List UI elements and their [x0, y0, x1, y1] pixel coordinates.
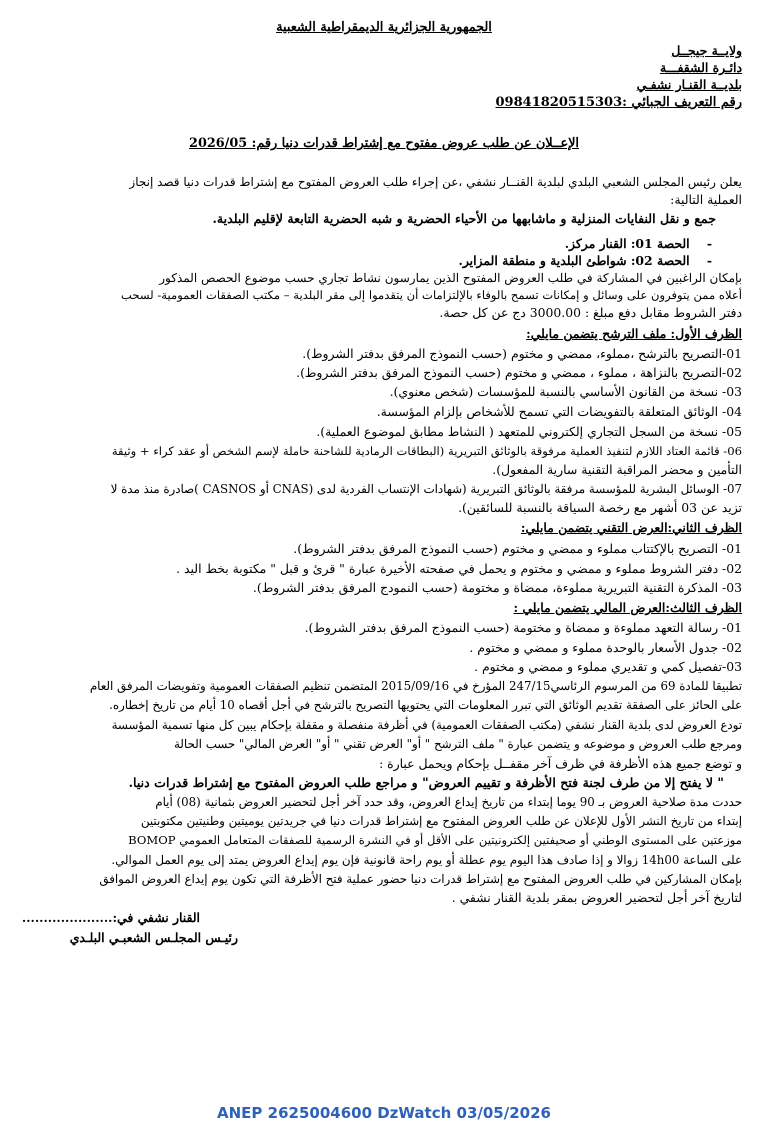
envelope-2-item: 02- دفتر الشروط مملوء و ممضي و مختوم و يحمل في صفحته الأخيرة عبارة " قرئ و قبل " مكتوبة بخط اليد . — [176, 561, 742, 576]
commune-label: بلديــة القنـار نشفـي — [636, 77, 742, 92]
legal-line-2: على الحائز على الصفقة تقديم الوثائق التي تبرر المعلومات التي يحتويها التصريح بالترشح في أجل أقصاه 10 أيام من تاريخ إخطاره. — [109, 698, 742, 712]
signatory-title: رئيـس المجلـس الشعبـي البلـدي — [69, 930, 238, 945]
intro-line-1: يعلن رئيس المجلس الشعبي البلدي لبلدية القنــار نشفي ،عن إجراء طلب العروض المفتوح مع إشتراط قدرات دنيا قصد إنجاز — [129, 175, 742, 189]
lot-1: - الحصة 01: القنار مركز. — [564, 236, 712, 251]
envelope-1-item: 01-التصريح بالترشح ،مملوء، ممضي و مختوم (حسب النموذج المرفق بدفتر الشروط). — [302, 346, 742, 361]
announcement-title: الإعــلان عن طلب عروض مفتوح مع إشتراط قدرات دنيا رقم: 2026/05 — [189, 136, 579, 151]
publication-reference: ANEP 2625004600 DzWatch 03/05/2026 — [217, 1104, 551, 1122]
eligibility-line-3: دفتر الشروط مقابل دفع مبلغ : 3000.00 دج عن كل حصة. — [439, 305, 742, 320]
operation-title: جمع و نقل النفايات المنزلية و ماشابهها من الأحياء الحضرية و شبه الحضرية التابعة لإقليم البلدية. — [212, 211, 716, 226]
validity-line-1: حددت مدة صلاحية العروض بـ 90 يوما إبتداء من تاريخ إيداع العروض، وقد حدد آخر أجل لتحضير العروض بثمانية (08) أيام — [155, 795, 742, 809]
envelope-1-title: الظرف الأول: ملف الترشح يتضمن مايلي: — [526, 326, 742, 341]
envelope-1-item: 07- الوسائل البشرية للمؤسسة مرفقة بالوثائق التبريرية (شهادات الإنتساب الفردية لدى (CNAS أو CASNOS )صادرة منذ مدة لا — [110, 482, 742, 496]
lot-2: - الحصة 02: شواطئ البلدية و منطقة المزاير. — [458, 253, 712, 268]
envelope-1-item: تزيد عن 03 أشهر مع رخصة السياقة بالنسبة للسائقين). — [458, 500, 742, 515]
envelope-1-item: 03- نسخة من القانون الأساسي بالنسبة للمؤسسات (شخص معنوي). — [389, 384, 742, 399]
intro-line-2: العملية التالية: — [670, 192, 742, 207]
validity-line-4: على الساعة 14h00 زوالا و إذا صادف هذا اليوم يوم عطلة أو يوم راحة قانونية فإن يوم إيداع العروض يمتد إلى يوم العمل الموالي. — [111, 853, 742, 867]
validity-line-3: موزعتين على المستوى الوطني أو صحيفتين إلكترونيتين على الأقل أو في النشرة الرسمية للصفقات المتعامل العمومي BOMOP — [128, 833, 742, 847]
legal-line-4: ومرجع طلب العروض و موضوعه و يتضمن عبارة " ملف الترشح " أو" العرض تقني " أو" العرض المالي" حسب الحالة — [173, 737, 742, 751]
eligibility-line-2: أعلاه ممن يتوفرون على وسائل و إمكانات تسمح بالوفاء بالإلتزامات أن يتقدموا إلى مقر البلدية – مكتب الصفقات العمومية- لسحب — [120, 288, 742, 302]
signature-place: القنار نشفي في:..................... — [21, 910, 200, 925]
eligibility-line-1: بإمكان الراغبين في المشاركة في طلب العروض المفتوح الذين يمارسون نشاط تجاري حسب موضوع الحصص المذكور — [159, 271, 742, 285]
envelope-3-title: الظرف الثالث:العرض المالي يتضمن مايلي : — [513, 600, 742, 615]
envelope-3-item: 01- رسالة التعهد مملوءة و ممضاة و مختومة (حسب النموذج المرفق بدفتر الشروط). — [304, 620, 742, 635]
envelope-2-item: 03- المذكرة التقنية التبريرية مملوءة، ممضاة و مختومة (حسب النمودج المرفق بدفتر الشروط). — [252, 580, 742, 595]
envelope-1-item: التأمين و محضر المراقبة التقنية سارية المفعول). — [492, 462, 742, 477]
tax-id-label: رقم التعريف الجبائي :09841820515303 — [495, 95, 742, 110]
validity-line-5: بإمكان المشاركين في طلب العروض المفتوح مع إشتراط قدرات دنيا حضور عملية فتح الأظرفة التي تكون يوم إيداع العروض الموافق — [99, 872, 742, 886]
legal-line-1: تطبيقا للمادة 69 من المرسوم الرئاسي247/15 المؤرخ في 2015/09/16 المتضمن تنظيم الصفقات العمومية وتفويضات المرفق العام — [89, 679, 742, 693]
lot-1-label: الحصة 01: القنار مركز. — [564, 236, 690, 251]
wilaya-label: ولايــة جيجــل — [671, 43, 742, 58]
envelope-1-item: 05- نسخة من السجل التجاري إلكتروني للمتعهد ( النشاط مطابق لموضوع العملية). — [316, 424, 742, 439]
legal-line-3: تودع العروض لدى بلدية القنار نشفي (مكتب الصفقات العمومية) في أظرفة منفصلة و مقفلة بإحكام يبين كل منها تسمية المؤسسة — [111, 718, 742, 732]
legal-line-5: و توضع جميع هذه الأظرفة في ظرف آخر مقفــل بإحكام ويحمل عبارة : — [379, 756, 742, 771]
validity-line-6: لتاريخ آخر أجل لتحضير العروض بمقر بلدية القنار نشفي . — [451, 890, 742, 905]
lot-2-label: الحصة 02: شواطئ البلدية و منطقة المزاير. — [458, 253, 690, 268]
daira-label: دائـرة الشقفـــة — [659, 60, 742, 75]
envelope-notice: " لا يفتح إلا من طرف لجنة فتح الأظرفة و تقييم العروض" و مراجع طلب العروض المفتوح مع إشتراط قدرات دنيا. — [128, 775, 724, 790]
envelope-1-item: 04- الوثائق المتعلقة بالتفويضات التي تسمح للأشخاص بإلزام المؤسسة. — [376, 404, 742, 419]
republic-heading: الجمهورية الجزائرية الديمقراطية الشعبية — [276, 20, 492, 35]
envelope-2-item: 01- التصريح بالإكتتاب مملوء و ممضي و مختوم (حسب النموذج المرفق بدفتر الشروط). — [293, 541, 742, 556]
envelope-1-item: 06- قائمة العتاد اللازم لتنفيذ العملية مرفوقة بالوثائق التبريرية (البطاقات الرمادية للشاحنة حاملة لإسم الشخص أو عقد كراء + وثيقة — [111, 444, 742, 458]
envelope-2-title: الظرف الثاني:العرض التقني يتضمن مايلي: — [520, 520, 742, 535]
envelope-3-item: 02- جدول الأسعار بالوحدة مملوء و ممضي و مختوم . — [469, 640, 742, 655]
envelope-3-item: 03-تفصيل كمي و تقديري مملوء و ممضي و مختوم . — [474, 659, 742, 674]
envelope-1-item: 02-التصريح بالنزاهة ، مملوء ، ممضي و مختوم (حسب النموذج المرفق بدفتر الشروط). — [296, 365, 742, 380]
validity-line-2: إبتداء من تاريخ النشر الأول للإعلان عن طلب العروض المفتوح مع إشتراط قدرات دنيا في جريدتين يوميتين وطنيتين مكتوبتين — [140, 814, 742, 828]
